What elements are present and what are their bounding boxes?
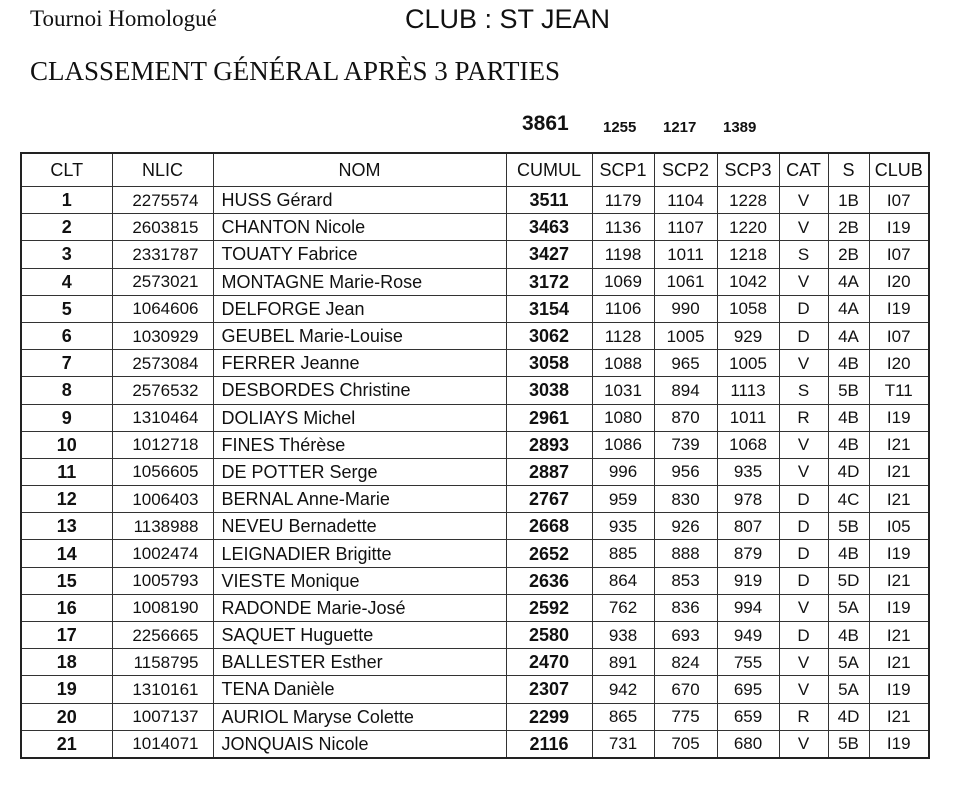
cell-cat: D [779, 486, 828, 513]
cell-scp1: 865 [592, 703, 654, 730]
cell-scp1: 891 [592, 649, 654, 676]
cell-cat: R [779, 404, 828, 431]
cell-scp3: 1220 [717, 214, 779, 241]
cell-scp1: 1080 [592, 404, 654, 431]
cell-cumul: 2299 [506, 703, 592, 730]
cell-cumul: 3427 [506, 241, 592, 268]
column-header-nlic: NLIC [112, 153, 213, 187]
cell-club: I05 [869, 513, 929, 540]
table-row [21, 295, 929, 322]
cell-club: I19 [869, 730, 929, 758]
cell-scp2: 926 [654, 513, 717, 540]
cell-nom: RADONDE Marie-José [213, 594, 506, 621]
table-header [21, 153, 929, 187]
cell-scp1: 885 [592, 540, 654, 567]
cell-nlic: 1005793 [112, 567, 213, 594]
column-header-club: CLUB [869, 153, 929, 187]
table-row [21, 676, 929, 703]
cell-scp2: 894 [654, 377, 717, 404]
table-row [21, 486, 929, 513]
cell-nom: BERNAL Anne-Marie [213, 486, 506, 513]
cell-scp3: 807 [717, 513, 779, 540]
cell-cumul: 2668 [506, 513, 592, 540]
cell-club: I20 [869, 268, 929, 295]
cell-scp2: 888 [654, 540, 717, 567]
cell-club: I21 [869, 458, 929, 485]
cell-nom: SAQUET Huguette [213, 622, 506, 649]
cell-scp2: 670 [654, 676, 717, 703]
table-row [21, 214, 929, 241]
cell-clt: 2 [21, 214, 112, 241]
cell-cat: S [779, 377, 828, 404]
cell-cat: D [779, 513, 828, 540]
table-row [21, 540, 929, 567]
cell-nlic: 1064606 [112, 295, 213, 322]
cell-scp3: 1058 [717, 295, 779, 322]
cell-clt: 7 [21, 350, 112, 377]
cell-cat: V [779, 649, 828, 676]
cell-nlic: 2275574 [112, 187, 213, 214]
cell-scp2: 693 [654, 622, 717, 649]
cell-scp1: 731 [592, 730, 654, 758]
cell-scp1: 996 [592, 458, 654, 485]
cell-clt: 21 [21, 730, 112, 758]
cell-cat: V [779, 730, 828, 758]
cell-scp3: 1218 [717, 241, 779, 268]
cell-s: 5A [828, 676, 869, 703]
cell-club: I21 [869, 703, 929, 730]
cell-cat: S [779, 241, 828, 268]
cell-cumul: 2580 [506, 622, 592, 649]
cell-cumul: 2893 [506, 431, 592, 458]
cell-nom: DE POTTER Serge [213, 458, 506, 485]
best-score-1: 1255 [603, 119, 637, 136]
table-row [21, 458, 929, 485]
cell-clt: 14 [21, 540, 112, 567]
cell-scp3: 755 [717, 649, 779, 676]
cell-scp1: 942 [592, 676, 654, 703]
cell-cat: V [779, 214, 828, 241]
cell-nlic: 2576532 [112, 377, 213, 404]
cell-cumul: 2887 [506, 458, 592, 485]
cell-nom: CHANTON Nicole [213, 214, 506, 241]
cell-scp1: 762 [592, 594, 654, 621]
cell-cat: D [779, 567, 828, 594]
best-total: 3861 [522, 112, 569, 135]
cell-nom: FINES Thérèse [213, 431, 506, 458]
cell-scp2: 830 [654, 486, 717, 513]
cell-s: 2B [828, 214, 869, 241]
cell-scp1: 1128 [592, 322, 654, 349]
club-label: CLUB : ST JEAN [405, 4, 611, 34]
cell-nom: DOLIAYS Michel [213, 404, 506, 431]
best-score-3: 1389 [723, 119, 757, 136]
column-header-nom: NOM [213, 153, 506, 187]
cell-s: 4A [828, 295, 869, 322]
cell-s: 1B [828, 187, 869, 214]
cell-s: 4C [828, 486, 869, 513]
cell-scp2: 705 [654, 730, 717, 758]
cell-nlic: 1014071 [112, 730, 213, 758]
cell-scp2: 853 [654, 567, 717, 594]
cell-nlic: 2573021 [112, 268, 213, 295]
cell-clt: 8 [21, 377, 112, 404]
cell-scp3: 1005 [717, 350, 779, 377]
cell-nom: AURIOL Maryse Colette [213, 703, 506, 730]
cell-clt: 4 [21, 268, 112, 295]
cell-s: 4D [828, 703, 869, 730]
table-row [21, 513, 929, 540]
cell-club: I19 [869, 594, 929, 621]
cell-club: I21 [869, 486, 929, 513]
cell-scp1: 1198 [592, 241, 654, 268]
cell-s: 4B [828, 350, 869, 377]
cell-scp1: 1106 [592, 295, 654, 322]
cell-scp2: 1005 [654, 322, 717, 349]
cell-clt: 15 [21, 567, 112, 594]
cell-cat: V [779, 676, 828, 703]
cell-nlic: 2603815 [112, 214, 213, 241]
cell-nom: NEVEU Bernadette [213, 513, 506, 540]
cell-cumul: 2116 [506, 730, 592, 758]
cell-scp1: 938 [592, 622, 654, 649]
cell-clt: 9 [21, 404, 112, 431]
cell-scp1: 1136 [592, 214, 654, 241]
cell-cumul: 2652 [506, 540, 592, 567]
cell-nlic: 1008190 [112, 594, 213, 621]
cell-s: 4D [828, 458, 869, 485]
cell-scp3: 1113 [717, 377, 779, 404]
cell-cumul: 3058 [506, 350, 592, 377]
cell-scp3: 879 [717, 540, 779, 567]
column-header-cumul: CUMUL [506, 153, 592, 187]
cell-club: I21 [869, 431, 929, 458]
cell-cat: D [779, 295, 828, 322]
table-row [21, 594, 929, 621]
cell-nlic: 1056605 [112, 458, 213, 485]
column-header-cat: CAT [779, 153, 828, 187]
cell-nlic: 1158795 [112, 649, 213, 676]
cell-clt: 10 [21, 431, 112, 458]
table-row [21, 241, 929, 268]
cell-clt: 3 [21, 241, 112, 268]
cell-scp1: 1179 [592, 187, 654, 214]
cell-cat: V [779, 350, 828, 377]
cell-club: I07 [869, 187, 929, 214]
cell-cat: R [779, 703, 828, 730]
cell-nlic: 2331787 [112, 241, 213, 268]
cell-cumul: 3463 [506, 214, 592, 241]
cell-scp3: 949 [717, 622, 779, 649]
table-body [21, 187, 929, 758]
cell-cat: D [779, 622, 828, 649]
column-header-clt: CLT [21, 153, 112, 187]
table-row [21, 703, 929, 730]
cell-s: 5D [828, 567, 869, 594]
column-header-scp2: SCP2 [654, 153, 717, 187]
cell-scp2: 775 [654, 703, 717, 730]
cell-cumul: 2307 [506, 676, 592, 703]
cell-scp3: 935 [717, 458, 779, 485]
cell-scp2: 836 [654, 594, 717, 621]
cell-cat: V [779, 431, 828, 458]
cell-s: 4B [828, 622, 869, 649]
cell-s: 4B [828, 404, 869, 431]
cell-cumul: 3154 [506, 295, 592, 322]
cell-scp1: 1069 [592, 268, 654, 295]
table-row [21, 268, 929, 295]
cell-nlic: 1030929 [112, 322, 213, 349]
cell-s: 4A [828, 268, 869, 295]
cell-scp1: 1088 [592, 350, 654, 377]
cell-cumul: 3038 [506, 377, 592, 404]
cell-cumul: 2636 [506, 567, 592, 594]
cell-clt: 13 [21, 513, 112, 540]
cell-nlic: 2256665 [112, 622, 213, 649]
cell-nlic: 1310464 [112, 404, 213, 431]
cell-scp3: 680 [717, 730, 779, 758]
table-row [21, 350, 929, 377]
cell-club: I21 [869, 649, 929, 676]
cell-scp3: 1068 [717, 431, 779, 458]
table-row [21, 649, 929, 676]
cell-s: 4B [828, 431, 869, 458]
cell-nlic: 1012718 [112, 431, 213, 458]
cell-nom: FERRER Jeanne [213, 350, 506, 377]
cell-s: 5B [828, 730, 869, 758]
cell-cat: D [779, 322, 828, 349]
cell-s: 5B [828, 513, 869, 540]
cell-cat: V [779, 458, 828, 485]
cell-scp1: 959 [592, 486, 654, 513]
cell-clt: 1 [21, 187, 112, 214]
cell-nlic: 1006403 [112, 486, 213, 513]
cell-nom: DESBORDES Christine [213, 377, 506, 404]
ranking-table [20, 152, 930, 759]
table-row [21, 567, 929, 594]
cell-scp3: 1228 [717, 187, 779, 214]
cell-cat: V [779, 594, 828, 621]
table-row [21, 404, 929, 431]
table-row [21, 431, 929, 458]
cell-cumul: 2592 [506, 594, 592, 621]
cell-club: I20 [869, 350, 929, 377]
cell-cat: V [779, 268, 828, 295]
cell-s: 5A [828, 649, 869, 676]
cell-club: T11 [869, 377, 929, 404]
cell-club: I19 [869, 676, 929, 703]
cell-nom: DELFORGE Jean [213, 295, 506, 322]
cell-scp2: 1061 [654, 268, 717, 295]
cell-scp3: 695 [717, 676, 779, 703]
cell-nom: VIESTE Monique [213, 567, 506, 594]
cell-club: I19 [869, 540, 929, 567]
cell-cumul: 3511 [506, 187, 592, 214]
cell-scp2: 1107 [654, 214, 717, 241]
cell-cumul: 2767 [506, 486, 592, 513]
cell-s: 4B [828, 540, 869, 567]
cell-clt: 20 [21, 703, 112, 730]
cell-scp3: 994 [717, 594, 779, 621]
cell-clt: 11 [21, 458, 112, 485]
cell-scp3: 1042 [717, 268, 779, 295]
cell-clt: 19 [21, 676, 112, 703]
cell-scp2: 1011 [654, 241, 717, 268]
cell-cumul: 3172 [506, 268, 592, 295]
cell-nom: LEIGNADIER Brigitte [213, 540, 506, 567]
cell-scp3: 978 [717, 486, 779, 513]
cell-nlic: 1002474 [112, 540, 213, 567]
table-row [21, 730, 929, 758]
cell-club: I21 [869, 567, 929, 594]
cell-scp2: 1104 [654, 187, 717, 214]
cell-scp3: 929 [717, 322, 779, 349]
page-title: CLASSEMENT GÉNÉRAL APRÈS 3 PARTIES [30, 56, 560, 86]
column-header-scp1: SCP1 [592, 153, 654, 187]
table-row [21, 377, 929, 404]
cell-nom: TOUATY Fabrice [213, 241, 506, 268]
cell-nlic: 1310161 [112, 676, 213, 703]
cell-nlic: 2573084 [112, 350, 213, 377]
cell-clt: 17 [21, 622, 112, 649]
cell-scp2: 956 [654, 458, 717, 485]
cell-scp2: 739 [654, 431, 717, 458]
cell-scp3: 659 [717, 703, 779, 730]
cell-nom: BALLESTER Esther [213, 649, 506, 676]
cell-scp3: 919 [717, 567, 779, 594]
cell-club: I19 [869, 214, 929, 241]
cell-scp1: 1031 [592, 377, 654, 404]
cell-cat: D [779, 540, 828, 567]
best-score-2: 1217 [663, 119, 697, 136]
cell-nlic: 1138988 [112, 513, 213, 540]
cell-nlic: 1007137 [112, 703, 213, 730]
cell-clt: 12 [21, 486, 112, 513]
table-row [21, 187, 929, 214]
cell-clt: 5 [21, 295, 112, 322]
cell-cat: V [779, 187, 828, 214]
cell-s: 4A [828, 322, 869, 349]
table-row [21, 622, 929, 649]
cell-club: I19 [869, 404, 929, 431]
cell-clt: 18 [21, 649, 112, 676]
cell-club: I21 [869, 622, 929, 649]
cell-s: 5B [828, 377, 869, 404]
cell-s: 2B [828, 241, 869, 268]
column-header-s: S [828, 153, 869, 187]
tournament-label: Tournoi Homologué [30, 6, 217, 31]
cell-nom: JONQUAIS Nicole [213, 730, 506, 758]
cell-scp1: 864 [592, 567, 654, 594]
column-header-scp3: SCP3 [717, 153, 779, 187]
cell-nom: TENA Danièle [213, 676, 506, 703]
cell-scp2: 990 [654, 295, 717, 322]
cell-scp1: 935 [592, 513, 654, 540]
cell-scp1: 1086 [592, 431, 654, 458]
cell-scp2: 965 [654, 350, 717, 377]
cell-club: I07 [869, 241, 929, 268]
cell-club: I07 [869, 322, 929, 349]
cell-clt: 6 [21, 322, 112, 349]
cell-club: I19 [869, 295, 929, 322]
cell-scp2: 824 [654, 649, 717, 676]
cell-nom: MONTAGNE Marie-Rose [213, 268, 506, 295]
cell-s: 5A [828, 594, 869, 621]
cell-cumul: 3062 [506, 322, 592, 349]
cell-scp2: 870 [654, 404, 717, 431]
cell-scp3: 1011 [717, 404, 779, 431]
cell-nom: HUSS Gérard [213, 187, 506, 214]
cell-nom: GEUBEL Marie-Louise [213, 322, 506, 349]
table-row [21, 322, 929, 349]
cell-clt: 16 [21, 594, 112, 621]
cell-cumul: 2961 [506, 404, 592, 431]
cell-cumul: 2470 [506, 649, 592, 676]
